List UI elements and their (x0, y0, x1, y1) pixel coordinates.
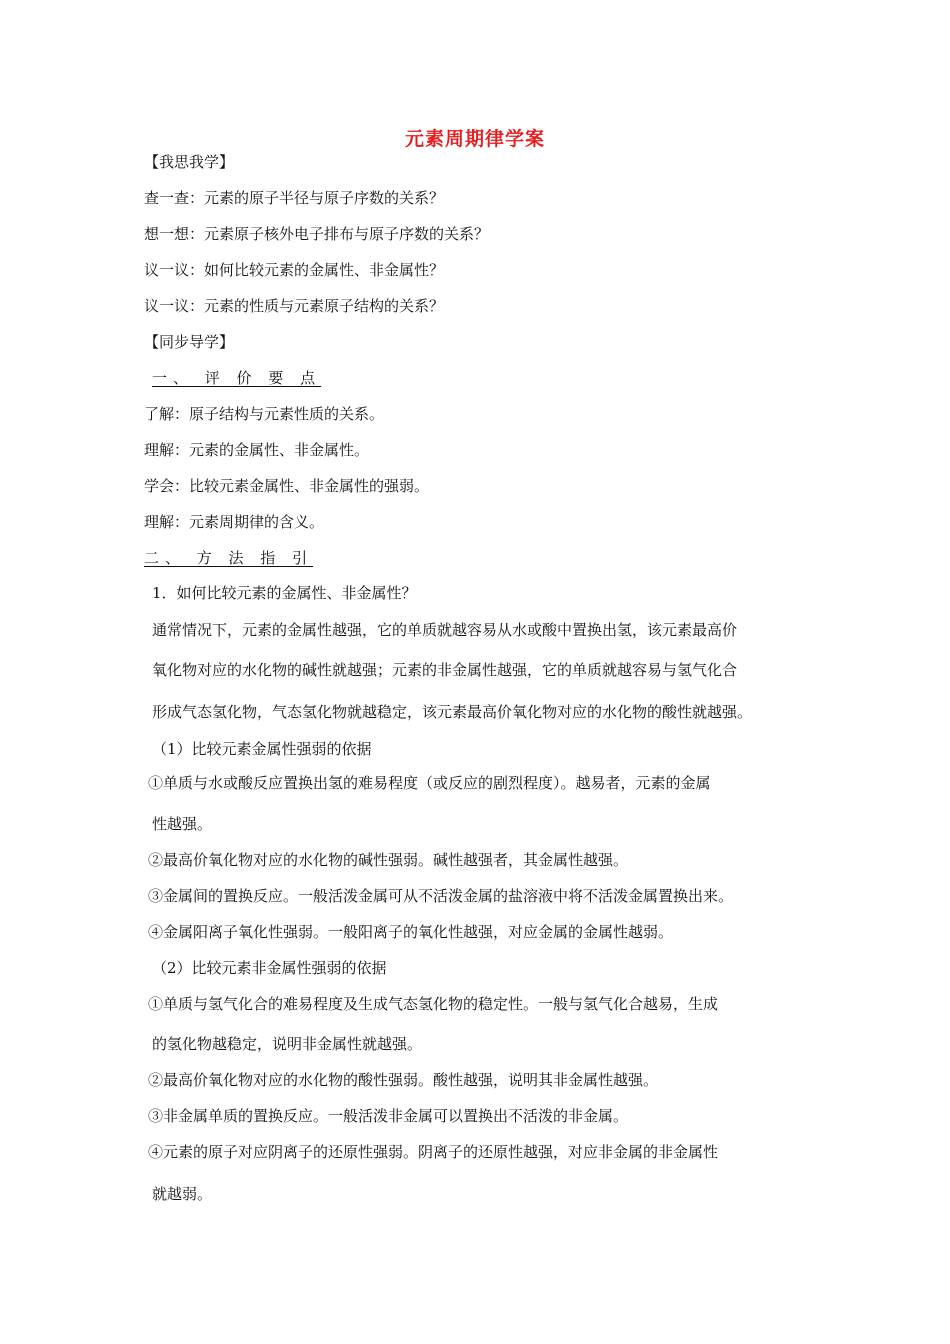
method-heading: 二、 方 法 指 引 (144, 549, 314, 567)
eval-item: 理解：元素周期律的含义。 (144, 513, 325, 531)
eval-heading: 一、 评 价 要 点 (152, 369, 322, 387)
nonmetal-item: ①单质与氢气化合的难易程度及生成气态氢化物的稳定性。一般与氢气化合越易，生成 (148, 995, 719, 1013)
eval-item: 理解：元素的金属性、非金属性。 (144, 441, 370, 459)
think-item: 议一议：如何比较元素的金属性、非金属性？ (144, 261, 445, 279)
nonmetal-item: 的氢化物越稳定，说明非金属性就越强。 (152, 1035, 423, 1053)
question-1: 1．如何比较元素的金属性、非金属性？ (152, 584, 417, 602)
eval-item: 了解：原子结构与元素性质的关系。 (144, 405, 385, 423)
nonmetal-item: 就越弱。 (152, 1185, 213, 1203)
metal-item: ③金属间的置换反应。一般活泼金属可从不活泼金属的盐溶液中将不活泼金属置换出来。 (148, 887, 734, 905)
metal-item: ④金属阳离子氧化性强弱。一般阳离子的氧化性越强，对应金属的金属性越弱。 (148, 923, 674, 941)
paragraph-line: 通常情况下，元素的金属性越强，它的单质就越容易从水或酸中置换出氢，该元素最高价 (152, 621, 738, 639)
nonmetal-item: ③非金属单质的置换反应。一般活泼非金属可以置换出不活泼的非金属。 (148, 1107, 629, 1125)
paragraph-line: 形成气态氢化物，气态氢化物就越稳定，该元素最高价氧化物对应的水化物的酸性就越强。 (152, 703, 753, 721)
metal-item: ②最高价氧化物对应的水化物的碱性强弱。碱性越强者，其金属性越强。 (148, 851, 629, 869)
think-item: 想一想：元素原子核外电子排布与原子序数的关系？ (144, 225, 490, 243)
metal-heading: （1）比较元素金属性强弱的依据 (152, 740, 372, 758)
nonmetal-item: ④元素的原子对应阴离子的还原性强弱。阴离子的还原性越强，对应非金属的非金属性 (148, 1143, 719, 1161)
think-section-header: 【我思我学】 (144, 153, 235, 171)
think-item: 议一议：元素的性质与元素原子结构的关系？ (144, 297, 445, 315)
metal-item: ①单质与水或酸反应置换出氢的难易程度（或反应的剧烈程度）。越易者，元素的金属 (148, 774, 711, 792)
document-title: 元素周期律学案 (404, 128, 545, 150)
eval-item: 学会：比较元素金属性、非金属性的强弱。 (144, 477, 430, 495)
nonmetal-heading: （2）比较元素非金属性强弱的依据 (152, 959, 387, 977)
paragraph-line: 氧化物对应的水化物的碱性就越强；元素的非金属性越强，它的单质就越容易与氢气化合 (152, 661, 738, 679)
guide-section-header: 【同步导学】 (144, 333, 235, 351)
metal-item: 性越强。 (152, 815, 213, 833)
nonmetal-item: ②最高价氧化物对应的水化物的酸性强弱。酸性越强，说明其非金属性越强。 (148, 1071, 659, 1089)
think-item: 查一查：元素的原子半径与原子序数的关系？ (144, 189, 445, 207)
